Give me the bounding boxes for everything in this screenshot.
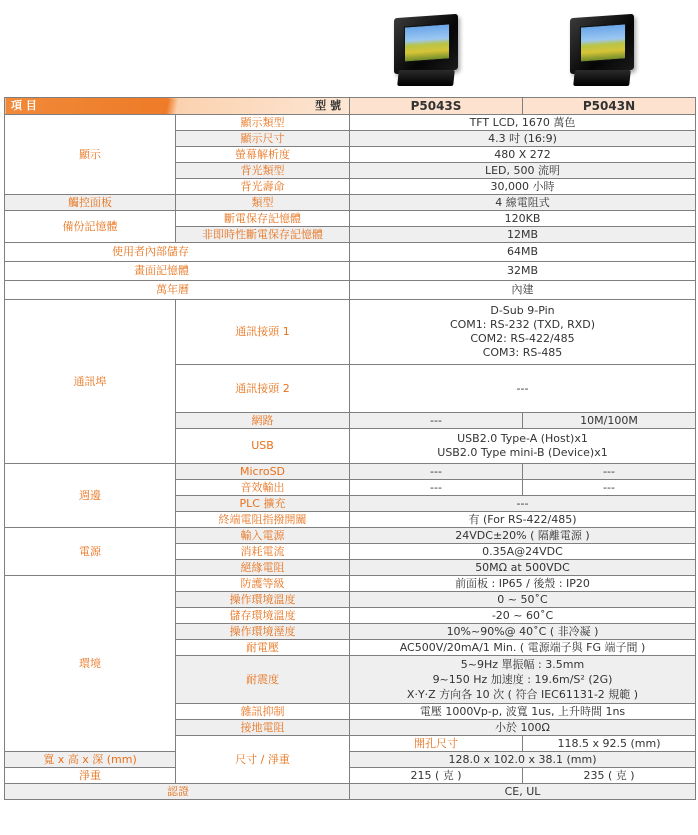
spec-label: 淨重 [5, 768, 176, 784]
header-model-p5043n: P5043N [523, 98, 696, 115]
spec-label: 防護等級 [176, 576, 350, 592]
device-bezel [570, 14, 634, 74]
spec-label-rtc: 萬年曆 [5, 281, 350, 300]
spec-value: --- [350, 365, 696, 413]
table-row [5, 211, 696, 227]
spec-label: 背光壽命 [176, 179, 350, 195]
device-screen [404, 23, 450, 62]
spec-label: 耐震度 [176, 656, 350, 704]
table-row [5, 243, 696, 262]
category-environment: 環境 [5, 576, 176, 752]
spec-value-n: --- [523, 464, 696, 480]
spec-value: 10%~90%@ 40˚C ( 非冷凝 ) [350, 624, 696, 640]
table-row [5, 262, 696, 281]
port1-line: D-Sub 9-Pin [490, 304, 555, 317]
spec-value-port1 [350, 300, 696, 365]
product-image-p5043s [390, 12, 466, 88]
spec-label: MicroSD [176, 464, 350, 480]
spec-value: 小於 100Ω [350, 720, 696, 736]
category-peripheral: 週邊 [5, 464, 176, 528]
header-item-cell [5, 98, 350, 115]
spec-value-n: 10M/100M [523, 413, 696, 429]
spec-value: 內建 [350, 281, 696, 300]
table-row [5, 752, 696, 768]
spec-label: 輸入電源 [176, 528, 350, 544]
spec-label: 非即時性斷電保存記憶體 [176, 227, 350, 243]
table-row [5, 464, 696, 480]
spec-value: 480 X 272 [350, 147, 696, 163]
spec-value: -20 ~ 60˚C [350, 608, 696, 624]
table-row [5, 195, 696, 211]
spec-label: 寬 x 高 x 深 (mm) [5, 752, 176, 768]
header-model-p5043s: P5043S [350, 98, 523, 115]
spec-label: 消耗電流 [176, 544, 350, 560]
spec-value: 12MB [350, 227, 696, 243]
table-row [5, 528, 696, 544]
spec-value: 前面板 : IP65 / 後殼 : IP20 [350, 576, 696, 592]
spec-value: 50MΩ at 500VDC [350, 560, 696, 576]
spec-label: 開孔尺寸 [350, 736, 523, 752]
spec-label: 音效輸出 [176, 480, 350, 496]
spec-label: PLC 擴充 [176, 496, 350, 512]
spec-label: 接地電阻 [176, 720, 350, 736]
spec-value: 32MB [350, 262, 696, 281]
vibration-line: X‧Y‧Z 方向各 10 次 ( 符合 IEC61131-2 規範 ) [406, 688, 639, 701]
spec-value: CE, UL [350, 784, 696, 800]
header-model-label: 型 號 [315, 99, 341, 112]
usb-line: USB2.0 Type-A (Host)x1 [457, 432, 588, 445]
table-row [5, 784, 696, 800]
product-image-p5043n [566, 12, 642, 88]
spec-label: 斷電保存記憶體 [176, 211, 350, 227]
spec-value: TFT LCD, 1670 萬色 [350, 115, 696, 131]
spec-value: 118.5 x 92.5 (mm) [523, 736, 696, 752]
vibration-line: 5~9Hz 單振幅 : 3.5mm [460, 658, 585, 671]
table-row [5, 115, 696, 131]
spec-label: 通訊接頭 2 [176, 365, 350, 413]
spec-value: LED, 500 流明 [350, 163, 696, 179]
spec-value: AC500V/20mA/1 Min. ( 電源端子與 FG 端子間 ) [350, 640, 696, 656]
spec-label: 網路 [176, 413, 350, 429]
spec-label-storage: 使用者內部儲存 [5, 243, 350, 262]
device-bezel [394, 14, 458, 74]
spec-value: 64MB [350, 243, 696, 262]
spec-value: 4 線電阻式 [350, 195, 696, 211]
spec-value-n: 235 ( 克 ) [523, 768, 696, 784]
port1-line: COM1: RS-232 (TXD, RXD) [449, 318, 596, 331]
spec-label: 類型 [176, 195, 350, 211]
spec-label: 背光類型 [176, 163, 350, 179]
spec-label: 操作環境溫度 [176, 592, 350, 608]
spec-value-s: 215 ( 克 ) [350, 768, 523, 784]
spec-label: 操作環境溼度 [176, 624, 350, 640]
spec-label: 終端電阻指撥開關 [176, 512, 350, 528]
spec-label: USB [176, 429, 350, 464]
header-item-label: 項 目 [11, 99, 37, 112]
spec-value: 24VDC±20% ( 隔離電源 ) [350, 528, 696, 544]
spec-value: 電壓 1000Vp-p, 波寬 1us, 上升時間 1ns [350, 704, 696, 720]
port1-line: COM3: RS-485 [482, 346, 563, 359]
spec-value: 120KB [350, 211, 696, 227]
category-display: 顯示 [5, 115, 176, 195]
spec-label: 螢幕解析度 [176, 147, 350, 163]
port1-line: COM2: RS-422/485 [470, 332, 575, 345]
category-power: 電源 [5, 528, 176, 576]
spec-label: 顯示類型 [176, 115, 350, 131]
product-images [0, 0, 698, 96]
spec-label: 耐電壓 [176, 640, 350, 656]
spec-label-cert: 認證 [5, 784, 350, 800]
spec-value-s: --- [350, 413, 523, 429]
spec-table [4, 97, 696, 800]
device-stand [397, 70, 455, 86]
spec-value: 0 ~ 50˚C [350, 592, 696, 608]
spec-value: 0.35A@24VDC [350, 544, 696, 560]
spec-value: 有 (For RS-422/485) [350, 512, 696, 528]
spec-value-s: --- [350, 464, 523, 480]
device-screen [580, 23, 626, 62]
category-comm: 通訊埠 [5, 300, 176, 464]
spec-value-n: --- [523, 480, 696, 496]
spec-value-vibration [350, 656, 696, 704]
device-stand [573, 70, 631, 86]
header-row [5, 98, 696, 115]
spec-value-usb [350, 429, 696, 464]
spec-label: 通訊接頭 1 [176, 300, 350, 365]
usb-line: USB2.0 Type mini-B (Device)x1 [437, 446, 608, 459]
spec-value: 4.3 吋 (16:9) [350, 131, 696, 147]
category-dimension: 尺寸 / 淨重 [176, 736, 350, 784]
spec-value: --- [350, 496, 696, 512]
category-backup: 備份記憶體 [5, 211, 176, 243]
table-row [5, 576, 696, 592]
spec-label: 絕緣電阻 [176, 560, 350, 576]
table-row [5, 300, 696, 365]
table-row [5, 768, 696, 784]
spec-label: 顯示尺寸 [176, 131, 350, 147]
table-row [5, 281, 696, 300]
vibration-line: 9~150 Hz 加速度 : 19.6m/S² (2G) [432, 673, 613, 686]
spec-label: 雜訊抑制 [176, 704, 350, 720]
spec-label-screen-memory: 畫面記憶體 [5, 262, 350, 281]
spec-value: 128.0 x 102.0 x 38.1 (mm) [350, 752, 696, 768]
spec-label: 儲存環境溫度 [176, 608, 350, 624]
spec-value: 30,000 小時 [350, 179, 696, 195]
spec-value-s: --- [350, 480, 523, 496]
category-touch: 觸控面板 [5, 195, 176, 211]
